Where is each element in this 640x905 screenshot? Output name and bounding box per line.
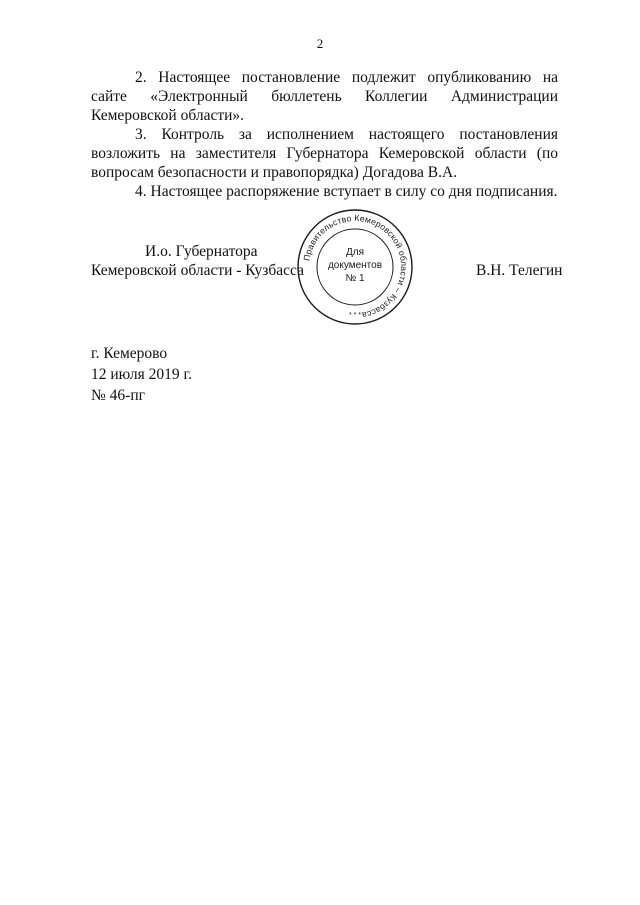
seal-center-line1: Для (345, 247, 365, 258)
seal-bottom-mark: * * * (348, 312, 362, 319)
signatory-position: И.о. Губернатора (145, 243, 258, 260)
paragraph-control: 3. Контроль за исполнением настоящего постановления возложить на заместителя Губернатора Кемеровской области (по вопросам безопасности и правопорядка) Догадова В.А. (91, 126, 558, 181)
signatory-name: В.Н. Телегин (476, 262, 563, 279)
seal-ring-text: Правительство Кемеровской области – Кузбасса (301, 212, 410, 321)
page-number: 2 (316, 36, 324, 51)
official-seal-stamp (296, 208, 414, 326)
signatory-title (91, 242, 304, 280)
document-date: 12 июля 2019 г. (91, 366, 192, 383)
document-city: г. Кемерово (91, 345, 168, 362)
paragraph-publication: 2. Настоящее постановление подлежит опубликованию на сайте «Электронный бюллетень Коллегии Администрации Кемеровской области». (91, 69, 558, 124)
signatory-region: Кемеровской области - Кузбасса (91, 262, 304, 279)
document-number: № 46-пг (91, 387, 145, 404)
paragraph-effective: 4. Настоящее распоряжение вступает в силу со дня подписания. (135, 183, 558, 200)
document-footer (91, 343, 192, 406)
seal-center-line2: документов (327, 260, 383, 271)
seal-center-line3: № 1 (345, 273, 365, 284)
document-body (91, 68, 558, 201)
